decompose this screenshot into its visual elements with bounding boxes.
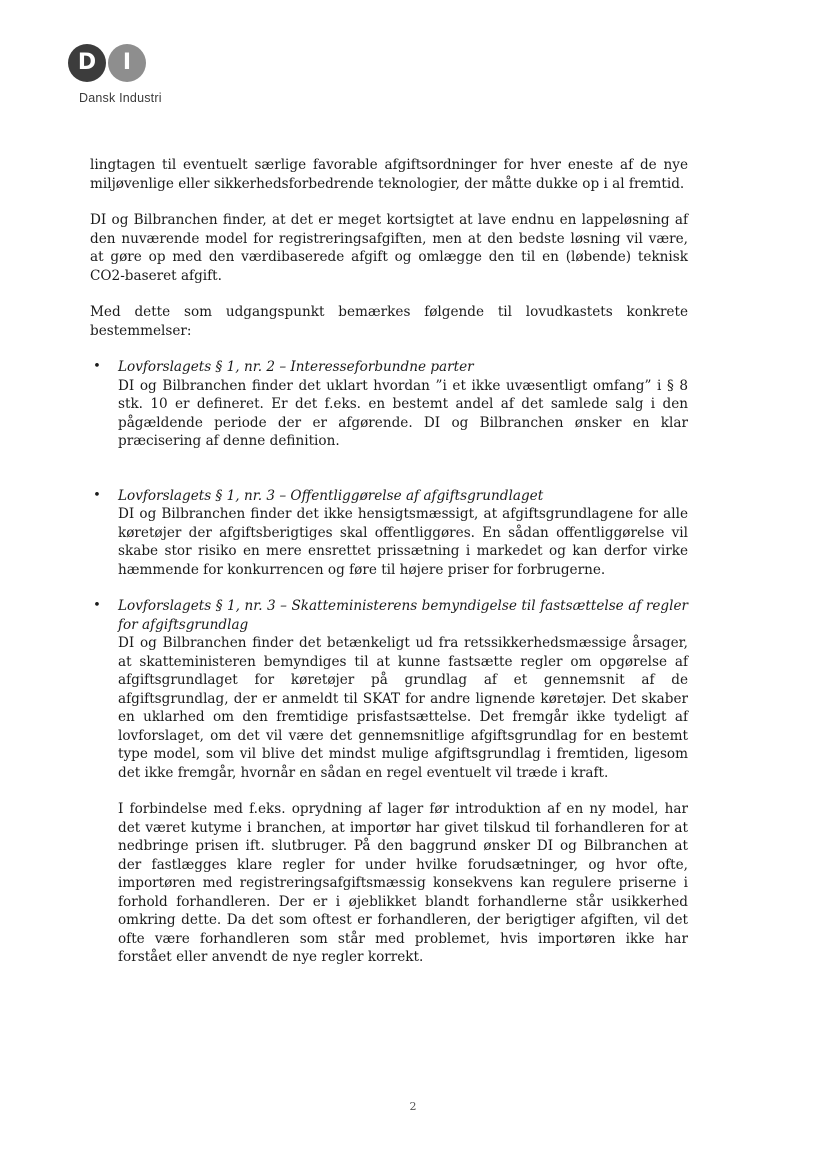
logo-i-circle: I (108, 44, 146, 82)
paragraph-3: Med dette som udgangspunkt bemærkes følgende til lovudkastets konkrete bestemmelser: (90, 304, 688, 339)
bullet-text: DI og Bilbranchen finder det betænkeligt ud fra retssikkerhedsmæssige årsager, at skatteministeren bemyndiges til at kunne fastsætte regler om opgørelse af afgiftsgrundlaget for køretøjer på grundlag af et gennemsnit af de afgiftsgrundlag, der er anmeldt til SKAT for andre lignende køretøjer. Det skaber en uklarhed om den fremtidige prisfastsættelse. Det fremgår ikke tydeligt af lovforslaget, om det vil være det gennemsnitlige afgiftsgrundlag for en bestemt type model, som vil blive det mindst mulige afgiftsgrundlag i fremtiden, ligesom det ikke fremgår, hvornår en sådan en regel eventuelt vil træde i kraft. (118, 635, 688, 781)
bullet-title: Lovforslagets § 1, nr. 3 – Offentliggørelse af afgiftsgrundlaget (118, 487, 544, 504)
bullet-item-offentliggoerelse (90, 487, 688, 580)
di-logo (68, 44, 158, 84)
bullet-item-interessefor (90, 358, 688, 451)
bullet-text: DI og Bilbranchen finder det uklart hvordan ”i et ikke uvæsentligt omfang” i § 8 stk. 10 er defineret. Er det f.eks. en bestemt andel af det samlede salg i den pågældende periode der er afgørende. DI og Bilbranchen ønsker en klar præcisering af denne definition. (118, 377, 688, 449)
company-name: Dansk Industri (79, 91, 162, 105)
bullet-dot: • (93, 487, 101, 503)
bullet-title: Lovforslagets § 1, nr. 2 – Interesseforbundne parter (118, 359, 474, 375)
logo-d-circle: D (68, 44, 106, 82)
paragraph-1: lingtagen til eventuelt særlige favorable afgiftsordninger for hver eneste af de nye miljøvenlige eller sikkerhedsforbedrende teknologier, der måtte dukke op i al fremtid. (90, 157, 688, 192)
bullet-dot: • (93, 359, 101, 374)
bullet-text: DI og Bilbranchen finder det ikke hensigtsmæssigt, at afgiftsgrundlagene for alle køretøjer der afgiftsberigtiges skal offentliggøres. En sådan offentliggørelse vil skabe stor risiko en mere ensrettet prissætning i markedet og kan derfor virke hæmmende for konkurrencen og føre til højere priser for forbrugerne. (118, 506, 688, 578)
paragraph-final: I forbindelse med f.eks. oprydning af lager før introduktion af en ny model, har det været kutyme i branchen, at importør har givet tilskud til forhandleren for at nedbringe prisen ift. slutbruger. På den baggrund ønsker DI og Bilbranchen at der fastlægges klare regler for under hvilke forudsætninger, og hvor ofte, importøren med registreringsafgiftsmæssig konsekvens kan regulere priserne i forhold forhandleren. Der er i øjeblikket blandt forhandlerne står usikkerhed omkring dette. Da det som oftest er forhandleren, der berigtiger afgiften, vil det ofte være forhandleren som står med problemet, hvis importøren ikke har forstået eller anvendt de nye regler korrekt. (118, 801, 688, 965)
bullet-title: Lovforslagets § 1, nr. 3 – Skatteministerens bemyndigelse til fastsættelse af regler for afgiftsgrundlag (118, 598, 688, 633)
bullet-item-bemyndigelse (90, 597, 688, 782)
paragraph-2: DI og Bilbranchen finder, at det er meget kortsigtet at lave endnu en lappeløsning af den nuværende model for registreringsafgiften, men at den bedste løsning vil være, at gøre op med den værdibaserede afgift og omlægge den til en (løbende) teknisk CO2-baseret afgift. (90, 212, 688, 284)
document-body (90, 156, 688, 967)
page-number: 2 (409, 1100, 417, 1113)
bullet-dot: • (93, 598, 101, 613)
